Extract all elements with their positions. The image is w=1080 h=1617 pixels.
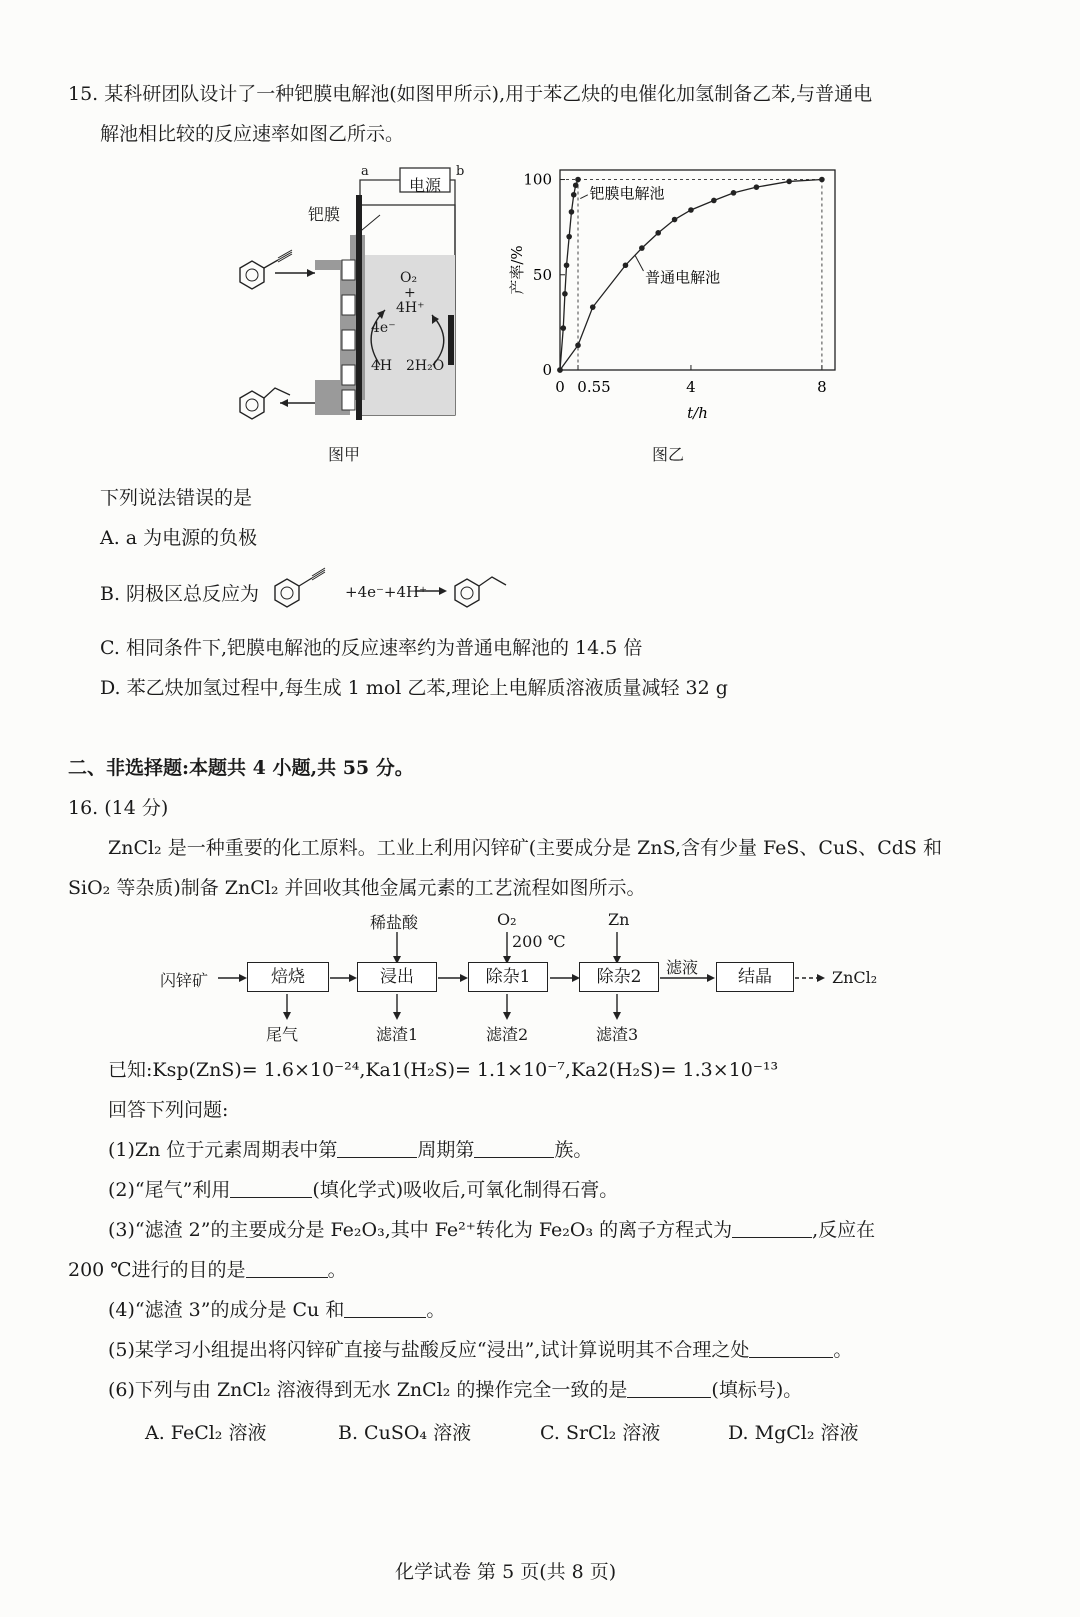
- q16-intro-line2: SiO₂ 等杂质)制备 ZnCl₂ 并回收其他金属元素的工艺流程如图所示。: [68, 877, 646, 899]
- y-tick-label: 50: [532, 265, 552, 284]
- y-axis-label: 产率/%: [508, 245, 526, 295]
- series2-leader: [635, 256, 643, 271]
- page-footer: 化学试卷 第 5 页(共 8 页): [395, 1561, 617, 1583]
- answer-blank-group[interactable]: [474, 1139, 554, 1158]
- water-label: 2H₂O: [406, 358, 445, 374]
- y-tick-label: 0: [542, 361, 552, 379]
- series1-leader: [580, 195, 588, 199]
- q16-part4: (4)“滤渣 3”的成分是 Cu 和 。: [108, 1299, 446, 1321]
- flow-step-crystallize: 结晶: [716, 962, 794, 992]
- q15-option-b-prefix: B. 阴极区总反应为: [100, 583, 260, 605]
- series-1-point: [573, 182, 579, 188]
- q16-part1: (1)Zn 位于元素周期表中第 周期第 族。: [108, 1139, 593, 1161]
- caption-jia: 图甲: [328, 445, 361, 464]
- flow-step-purify2: 除杂2: [579, 962, 659, 992]
- flow-output-residue2: 滤渣2: [486, 1025, 529, 1044]
- series-2-point: [623, 262, 629, 268]
- series-2-point: [711, 198, 717, 204]
- series-2-point: [754, 184, 760, 190]
- q15-line2: 解池相比较的反应速率如图乙所示。: [100, 123, 405, 145]
- q15-option-c: C. 相同条件下,钯膜电解池的反应速率约为普通电解池的 14.5 倍: [100, 637, 643, 659]
- q16-intro-line1: ZnCl₂ 是一种重要的化工原料。工业上利用闪锌矿(主要成分是 ZnS,含有少量 FeS、CuS、CdS 和: [108, 837, 942, 859]
- q16-part3: (3)“滤渣 2”的主要成分是 Fe₂O₃,其中 Fe²⁺转化为 Fe₂O₃ 的离子方程式为 ,反应在: [108, 1219, 876, 1241]
- answer-blank-reason[interactable]: [749, 1339, 833, 1358]
- q16-part6: (6)下列与由 ZnCl₂ 溶液得到无水 ZnCl₂ 的操作完全一致的是 (填标号)。: [108, 1379, 803, 1401]
- q16-part5: (5)某学习小组提出将闪锌矿直接与盐酸反应“浸出”,试计算说明其不合理之处 。: [108, 1339, 853, 1361]
- h4-label: 4H⁺: [396, 300, 425, 316]
- series-2-point: [672, 217, 678, 223]
- x-tick-label: 0.55: [577, 378, 611, 396]
- q15-option-d: D. 苯乙炔加氢过程中,每生成 1 mol 乙苯,理论上电解质溶液质量减轻 32 g: [100, 677, 728, 699]
- series-2-point: [688, 207, 694, 213]
- flow-step-leach: 浸出: [357, 962, 437, 992]
- plus-label: +: [404, 285, 416, 301]
- answer-blank-choice[interactable]: [627, 1379, 711, 1398]
- x-axis-label: t/h: [687, 404, 708, 422]
- caption-yi: 图乙: [652, 445, 685, 464]
- flow-input-temp: 200 ℃: [512, 932, 566, 951]
- flow-filtrate-label: 滤液: [666, 958, 699, 977]
- series-2-point: [590, 304, 596, 310]
- flow-output-gas: 尾气: [266, 1025, 299, 1044]
- q16-header: 16. (14 分): [68, 797, 169, 819]
- answer-blank-absorbent[interactable]: [230, 1179, 312, 1198]
- flow-step-roast: 焙烧: [247, 962, 329, 992]
- terminal-a-label: a: [361, 164, 369, 179]
- q15-line1: 15. 某科研团队设计了一种钯膜电解池(如图甲所示),用于苯乙炔的电催化加氢制备乙苯,与普通电: [68, 83, 873, 105]
- terminal-b-label: b: [456, 164, 465, 179]
- series-1-point: [575, 177, 581, 183]
- answer-blank-equation[interactable]: [732, 1219, 812, 1238]
- answer-blank-residue3[interactable]: [344, 1299, 426, 1318]
- q15-stem: 下列说法错误的是: [100, 487, 253, 509]
- e4-label: 4e⁻: [371, 320, 396, 336]
- series-1-point: [564, 262, 570, 268]
- q16-option-c: C. SrCl₂ 溶液: [540, 1422, 661, 1444]
- q16-answer-prompt: 回答下列问题:: [108, 1099, 229, 1121]
- answer-blank-period[interactable]: [337, 1139, 417, 1158]
- o2-label: O₂: [400, 270, 418, 286]
- answer-blank-purpose[interactable]: [246, 1259, 328, 1278]
- option-b-middle: +4e⁻+4H⁺: [345, 583, 428, 601]
- flow-input-o2: O₂: [497, 910, 517, 929]
- y-tick-label: 100: [523, 170, 552, 189]
- figure-jia: [220, 160, 480, 445]
- flow-input-zn: Zn: [608, 910, 630, 929]
- q16-part2: (2)“尾气”利用 (填化学式)吸收后,可氧化制得石膏。: [108, 1179, 619, 1201]
- flow-output-residue1: 滤渣1: [376, 1025, 419, 1044]
- flow-input-hcl: 稀盐酸: [370, 913, 419, 932]
- flow-product: ZnCl₂: [832, 968, 878, 987]
- series-2-point: [786, 179, 792, 185]
- power-source-label: 电源: [409, 176, 442, 195]
- flow-step-purify1: 除杂1: [468, 962, 548, 992]
- series-2-point: [639, 245, 645, 251]
- x-tick-label: 8: [817, 378, 827, 396]
- q16-option-d: D. MgCl₂ 溶液: [728, 1422, 859, 1444]
- series-1-point: [571, 192, 577, 198]
- section-2-heading: 二、非选择题:本题共 4 小题,共 55 分。: [68, 757, 414, 779]
- series-1-point: [560, 325, 566, 331]
- q15-option-a: A. a 为电源的负极: [100, 527, 258, 549]
- figure-yi-chart: [500, 160, 860, 440]
- membrane-label: 钯膜: [308, 205, 341, 224]
- series1-label: 钯膜电解池: [589, 184, 665, 203]
- h4atom-label: 4H: [371, 358, 393, 374]
- q16-option-b: B. CuSO₄ 溶液: [338, 1422, 472, 1444]
- series-1-point: [569, 209, 575, 215]
- flow-output-residue3: 滤渣3: [596, 1025, 639, 1044]
- q16-part3-cont: 200 ℃进行的目的是 。: [68, 1259, 347, 1281]
- x-tick-label: 4: [686, 378, 696, 396]
- q16-known-constants: 已知:Ksp(ZnS)= 1.6×10⁻²⁴,Ka1(H₂S)= 1.1×10⁻⁷,Ka2(H₂S)= 1.3×10⁻¹³: [108, 1059, 779, 1081]
- series-2-point: [575, 342, 581, 348]
- flow-start: 闪锌矿: [160, 971, 209, 990]
- series-2-point: [731, 190, 737, 196]
- series-1-point: [566, 234, 572, 240]
- series-2-point: [819, 177, 825, 183]
- series-1-point: [562, 291, 568, 297]
- x-tick-label: 0: [555, 378, 565, 396]
- series-2-point: [557, 367, 563, 373]
- series-2-point: [655, 230, 661, 236]
- series2-label: 普通电解池: [645, 268, 721, 287]
- q16-option-a: A. FeCl₂ 溶液: [145, 1422, 267, 1444]
